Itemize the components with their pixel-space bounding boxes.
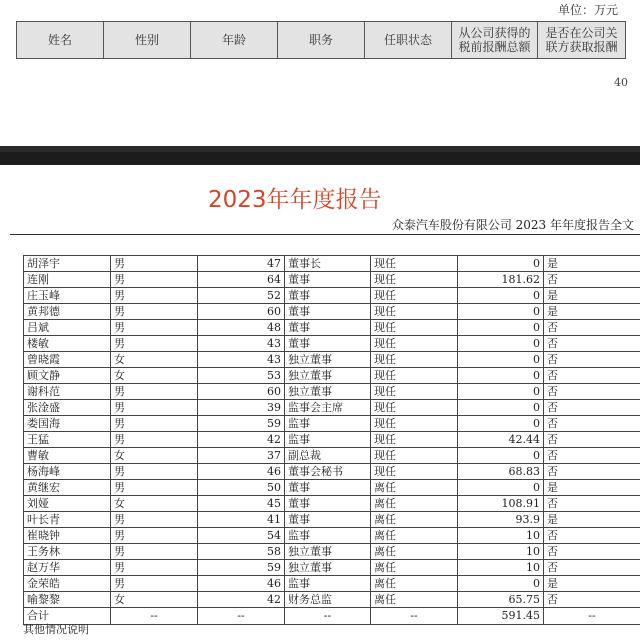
cell-pay: 10 xyxy=(458,528,544,544)
cell-position: 独立董事 xyxy=(285,384,371,400)
cell-status: 现任 xyxy=(371,400,458,416)
cell-status: 离任 xyxy=(371,544,458,560)
cell-position: 独立董事 xyxy=(285,368,371,384)
header-rule xyxy=(10,234,640,235)
cell-related: 否 xyxy=(544,416,640,432)
table-row xyxy=(24,336,640,352)
table-row xyxy=(24,272,640,288)
cell-age: 53 xyxy=(198,368,285,384)
cell-age: 42 xyxy=(198,432,285,448)
cell-position: 独立董事 xyxy=(285,352,371,368)
cell-gender: 女 xyxy=(111,592,198,608)
table-row xyxy=(24,352,640,368)
total-dash: -- xyxy=(371,608,458,625)
cell-position: 董事 xyxy=(285,288,371,304)
cell-pay: 108.91 xyxy=(458,496,544,512)
cell-related: 否 xyxy=(544,432,640,448)
cell-pay: 0 xyxy=(458,304,544,320)
cell-gender: 男 xyxy=(111,336,198,352)
header-row xyxy=(17,22,626,59)
cell-age: 60 xyxy=(198,384,285,400)
cell-related: 是 xyxy=(544,480,640,496)
cell-pay: 0 xyxy=(458,368,544,384)
cell-gender: 女 xyxy=(111,448,198,464)
cell-gender: 男 xyxy=(111,384,198,400)
cell-age: 42 xyxy=(198,592,285,608)
cell-position: 监事 xyxy=(285,576,371,592)
cell-age: 46 xyxy=(198,576,285,592)
total-dash: -- xyxy=(198,608,285,625)
cell-gender: 男 xyxy=(111,288,198,304)
cell-age: 45 xyxy=(198,496,285,512)
cell-pay: 93.9 xyxy=(458,512,544,528)
cell-name: 黄邦德 xyxy=(24,304,111,320)
cell-name: 黄继宏 xyxy=(24,480,111,496)
cell-related: 否 xyxy=(544,528,640,544)
cell-name: 连刚 xyxy=(24,272,111,288)
cell-pay: 0 xyxy=(458,320,544,336)
cell-position: 监事会主席 xyxy=(285,400,371,416)
cell-related: 否 xyxy=(544,400,640,416)
cell-related: 否 xyxy=(544,464,640,480)
cell-gender: 男 xyxy=(111,576,198,592)
cell-related: 是 xyxy=(544,576,640,592)
cell-status: 离任 xyxy=(371,512,458,528)
total-dash: -- xyxy=(544,608,640,625)
table-row xyxy=(24,464,640,480)
cell-name: 刘娅 xyxy=(24,496,111,512)
cell-status: 现任 xyxy=(371,432,458,448)
cell-related: 否 xyxy=(544,368,640,384)
cell-age: 46 xyxy=(198,464,285,480)
cell-position: 董事 xyxy=(285,336,371,352)
cell-pay: 0 xyxy=(458,576,544,592)
cell-pay: 0 xyxy=(458,448,544,464)
cell-pay: 0 xyxy=(458,352,544,368)
table-row xyxy=(24,496,640,512)
cell-related: 否 xyxy=(544,336,640,352)
cell-gender: 女 xyxy=(111,496,198,512)
cell-position: 财务总监 xyxy=(285,592,371,608)
col-header-related: 是否在公司关联方获取报酬 xyxy=(538,22,626,59)
cell-gender: 男 xyxy=(111,544,198,560)
cell-name: 谢科范 xyxy=(24,384,111,400)
cell-status: 现任 xyxy=(371,336,458,352)
report-subtitle: 众泰汽车股份有限公司 2023 年年度报告全文 xyxy=(391,218,634,232)
col-header-position: 职务 xyxy=(278,22,365,59)
cell-related: 否 xyxy=(544,320,640,336)
cell-gender: 男 xyxy=(111,560,198,576)
cell-position: 董事 xyxy=(285,320,371,336)
table-row xyxy=(24,416,640,432)
table-row xyxy=(24,368,640,384)
cell-position: 董事长 xyxy=(285,256,371,272)
cell-age: 59 xyxy=(198,416,285,432)
cell-age: 50 xyxy=(198,480,285,496)
cell-name: 崔晓钟 xyxy=(24,528,111,544)
page-break-bar xyxy=(0,152,640,165)
cell-status: 现任 xyxy=(371,304,458,320)
cell-gender: 男 xyxy=(111,320,198,336)
cell-name: 喻黎黎 xyxy=(24,592,111,608)
cell-status: 现任 xyxy=(371,320,458,336)
table-row xyxy=(24,544,640,560)
cell-gender: 男 xyxy=(111,464,198,480)
unit-label: 单位：万元 xyxy=(557,3,618,17)
cell-related: 否 xyxy=(544,272,640,288)
cell-status: 现任 xyxy=(371,288,458,304)
cell-age: 37 xyxy=(198,448,285,464)
cell-related: 否 xyxy=(544,592,640,608)
cell-related: 否 xyxy=(544,352,640,368)
cell-name: 娄国海 xyxy=(24,416,111,432)
report-title: 2023年年度报告 xyxy=(208,187,382,213)
cell-pay: 181.62 xyxy=(458,272,544,288)
cell-position: 独立董事 xyxy=(285,544,371,560)
cell-name: 王猛 xyxy=(24,432,111,448)
cell-status: 离任 xyxy=(371,576,458,592)
cell-gender: 男 xyxy=(111,304,198,320)
cell-age: 43 xyxy=(198,352,285,368)
cell-related: 否 xyxy=(544,560,640,576)
cell-status: 离任 xyxy=(371,560,458,576)
cell-age: 43 xyxy=(198,336,285,352)
cell-age: 64 xyxy=(198,272,285,288)
cell-related: 是 xyxy=(544,512,640,528)
cell-pay: 10 xyxy=(458,544,544,560)
cell-related: 是 xyxy=(544,288,640,304)
total-label: 合计 xyxy=(24,608,111,625)
table-row xyxy=(24,400,640,416)
cell-pay: 0 xyxy=(458,416,544,432)
col-header-gender: 性别 xyxy=(104,22,191,59)
cell-pay: 68.83 xyxy=(458,464,544,480)
cell-gender: 男 xyxy=(111,512,198,528)
cell-age: 59 xyxy=(198,560,285,576)
cell-position: 副总裁 xyxy=(285,448,371,464)
cell-status: 现任 xyxy=(371,464,458,480)
cell-name: 张淦盛 xyxy=(24,400,111,416)
cell-position: 董事 xyxy=(285,304,371,320)
cell-name: 杨海峰 xyxy=(24,464,111,480)
col-header-name: 姓名 xyxy=(17,22,104,59)
cell-age: 41 xyxy=(198,512,285,528)
cell-gender: 男 xyxy=(111,272,198,288)
cell-status: 现任 xyxy=(371,256,458,272)
cell-related: 否 xyxy=(544,384,640,400)
cell-name: 楼敏 xyxy=(24,336,111,352)
cell-pay: 0 xyxy=(458,480,544,496)
cell-age: 52 xyxy=(198,288,285,304)
cell-related: 否 xyxy=(544,496,640,512)
col-header-status: 任职状态 xyxy=(365,22,452,59)
cell-position: 监事 xyxy=(285,416,371,432)
cell-name: 顾文静 xyxy=(24,368,111,384)
total-dash: -- xyxy=(111,608,198,625)
table-row xyxy=(24,288,640,304)
cell-pay: 0 xyxy=(458,288,544,304)
cell-status: 离任 xyxy=(371,496,458,512)
cell-gender: 男 xyxy=(111,400,198,416)
cell-name: 王务林 xyxy=(24,544,111,560)
cell-gender: 女 xyxy=(111,352,198,368)
cell-name: 庄玉峰 xyxy=(24,288,111,304)
cell-name: 吕斌 xyxy=(24,320,111,336)
cell-name: 赵万华 xyxy=(24,560,111,576)
cell-status: 现任 xyxy=(371,368,458,384)
cell-status: 离任 xyxy=(371,528,458,544)
cell-gender: 男 xyxy=(111,528,198,544)
cell-pay: 0 xyxy=(458,384,544,400)
col-header-pay: 从公司获得的税前报酬总额 xyxy=(452,22,538,59)
cell-status: 现任 xyxy=(371,448,458,464)
cell-age: 58 xyxy=(198,544,285,560)
table-row xyxy=(24,320,640,336)
cell-related: 否 xyxy=(544,448,640,464)
cell-age: 39 xyxy=(198,400,285,416)
cell-position: 董事 xyxy=(285,496,371,512)
cell-position: 独立董事 xyxy=(285,560,371,576)
table-row xyxy=(24,592,640,608)
cell-position: 董事 xyxy=(285,512,371,528)
table-row xyxy=(24,560,640,576)
cell-position: 董事 xyxy=(285,272,371,288)
cell-position: 监事 xyxy=(285,432,371,448)
table-row xyxy=(24,576,640,592)
cell-position: 监事 xyxy=(285,528,371,544)
cell-name: 胡泽宇 xyxy=(24,256,111,272)
cell-related: 是 xyxy=(544,304,640,320)
cell-related: 否 xyxy=(544,544,640,560)
table-row xyxy=(24,256,640,272)
cell-status: 现任 xyxy=(371,416,458,432)
table-row xyxy=(24,480,640,496)
table-row xyxy=(24,384,640,400)
cell-age: 54 xyxy=(198,528,285,544)
cell-status: 离任 xyxy=(371,480,458,496)
cell-pay: 42.44 xyxy=(458,432,544,448)
table-row xyxy=(24,512,640,528)
table-row xyxy=(24,304,640,320)
cell-related: 是 xyxy=(544,256,640,272)
cell-name: 曾晓霞 xyxy=(24,352,111,368)
cell-gender: 男 xyxy=(111,480,198,496)
cell-position: 董事 xyxy=(285,480,371,496)
cell-status: 现任 xyxy=(371,352,458,368)
cell-name: 金荣皓 xyxy=(24,576,111,592)
cell-age: 48 xyxy=(198,320,285,336)
cell-status: 现任 xyxy=(371,384,458,400)
cell-status: 现任 xyxy=(371,272,458,288)
total-pay: 591.45 xyxy=(458,608,544,625)
cell-gender: 女 xyxy=(111,368,198,384)
cell-pay: 65.75 xyxy=(458,592,544,608)
cell-name: 叶长青 xyxy=(24,512,111,528)
table-row xyxy=(24,448,640,464)
table-row xyxy=(24,528,640,544)
header-table xyxy=(16,21,626,59)
footnote: 其他情况说明 xyxy=(23,623,89,636)
cell-pay: 0 xyxy=(458,400,544,416)
page-number: 40 xyxy=(614,76,628,89)
cell-age: 47 xyxy=(198,256,285,272)
cell-gender: 男 xyxy=(111,416,198,432)
cell-position: 董事会秘书 xyxy=(285,464,371,480)
cell-gender: 男 xyxy=(111,256,198,272)
col-header-age: 年龄 xyxy=(191,22,278,59)
table-body xyxy=(24,256,640,608)
cell-pay: 0 xyxy=(458,336,544,352)
compensation-table xyxy=(23,255,640,625)
table-row xyxy=(24,432,640,448)
cell-age: 60 xyxy=(198,304,285,320)
cell-pay: 10 xyxy=(458,560,544,576)
cell-gender: 男 xyxy=(111,432,198,448)
cell-pay: 0 xyxy=(458,256,544,272)
total-dash: -- xyxy=(285,608,371,625)
cell-status: 离任 xyxy=(371,592,458,608)
cell-name: 曹敏 xyxy=(24,448,111,464)
total-row xyxy=(24,608,640,625)
